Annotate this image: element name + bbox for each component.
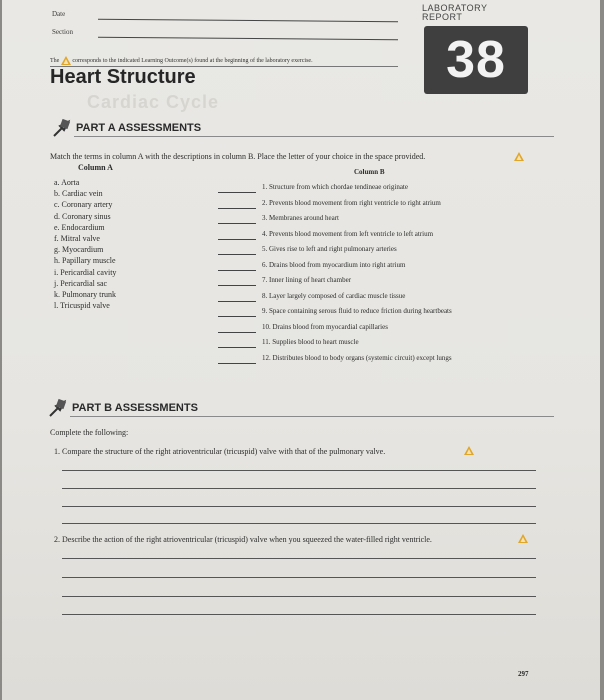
- answer-blank[interactable]: [218, 192, 256, 193]
- column-a-item: c. Coronary artery: [54, 200, 113, 210]
- answer-blank[interactable]: [218, 332, 256, 333]
- section-label: Section: [52, 28, 73, 36]
- column-a-item: i. Pericardial cavity: [54, 267, 117, 277]
- answer-blank[interactable]: [218, 347, 256, 348]
- column-b-item: 5. Gives rise to left and right pulmonary arteries: [262, 245, 397, 253]
- question-2: 2. Describe the action of the right atrioventricular (tricuspid) valve when you squeezed the water-filled right ventricle.: [54, 535, 432, 544]
- column-b-item: 2. Prevents blood movement from right ventricle to right atrium: [262, 198, 441, 207]
- warning-triangle-icon: [61, 56, 71, 65]
- column-b-item: 9. Space containing serous fluid to reduce friction during heartbeats: [262, 307, 452, 315]
- answer-blank[interactable]: [218, 254, 256, 255]
- lab-number-badge: 38: [424, 26, 528, 94]
- answer-line-q2-2[interactable]: [62, 577, 536, 578]
- answer-line-q1-3[interactable]: [62, 506, 536, 507]
- answer-blank[interactable]: [218, 301, 256, 302]
- date-label: Date: [52, 10, 66, 18]
- column-a-item: j. Pericardial sac: [54, 278, 108, 288]
- part-b-instructions: Complete the following:: [50, 428, 129, 437]
- answer-line-q1-2[interactable]: [62, 488, 536, 489]
- column-a-item: d. Coronary sinus: [54, 211, 111, 221]
- column-a-item: g. Myocardium: [54, 245, 104, 255]
- column-b-item: 8. Layer largely composed of cardiac muscle tissue: [262, 291, 406, 300]
- note-suffix: corresponds to the indicated Learning Outcome(s) found at the beginning of the laboratory exercise.: [72, 57, 313, 64]
- part-a-instructions: Match the terms in column A with the descriptions in column B. Place the letter of your choice in the space provided.: [50, 152, 426, 161]
- answer-blank[interactable]: [218, 363, 256, 364]
- puzzle-arrow-icon: [48, 398, 68, 418]
- warning-triangle-icon: [464, 446, 474, 455]
- learning-outcome-note: [50, 56, 313, 65]
- answer-blank[interactable]: [218, 285, 256, 286]
- column-b-item: 3. Membranes around heart: [262, 214, 339, 222]
- page-number: 297: [518, 670, 529, 678]
- answer-blank[interactable]: [218, 208, 256, 209]
- part-a-heading: PART A ASSESSMENTS: [76, 122, 202, 134]
- column-b-item: 12. Distributes blood to body organs (systemic circuit) except lungs: [262, 353, 452, 362]
- date-line[interactable]: [98, 19, 398, 23]
- answer-line-q2-3[interactable]: [62, 596, 536, 597]
- answer-blank[interactable]: [218, 239, 256, 240]
- column-b-header: Column B: [354, 168, 385, 176]
- part-a-rule: [74, 136, 554, 137]
- section-line[interactable]: [98, 37, 398, 41]
- column-a-item: f. Mitral valve: [54, 234, 100, 243]
- column-b-item: 10. Drains blood from myocardial capillaries: [262, 322, 388, 331]
- ghost-title: Cardiac Cycle: [87, 92, 220, 112]
- question-1: 1. Compare the structure of the right atrioventricular (tricuspid) valve with that of the pulmonary valve.: [54, 447, 386, 456]
- column-a-item: k. Pulmonary trunk: [54, 290, 116, 299]
- puzzle-arrow-icon: [52, 118, 72, 138]
- answer-line-q2-1[interactable]: [62, 558, 536, 559]
- answer-line-q1-1[interactable]: [62, 470, 536, 471]
- column-a-item: e. Endocardium: [54, 222, 105, 232]
- column-a-item: a. Aorta: [54, 178, 80, 187]
- note-prefix: The: [50, 57, 60, 64]
- answer-line-q1-4[interactable]: [62, 523, 536, 524]
- part-b-rule: [70, 416, 554, 417]
- column-b-item: 4. Prevents blood movement from left ventricle to left atrium: [262, 229, 434, 238]
- column-a-item: h. Papillary muscle: [54, 256, 116, 266]
- lab-report-line1: LABORATORY: [422, 3, 488, 13]
- column-b-item: 7. Inner lining of heart chamber: [262, 276, 352, 284]
- lab-report-label: [422, 4, 488, 22]
- warning-triangle-icon: [518, 534, 528, 543]
- warning-triangle-icon: [514, 152, 524, 161]
- column-b-item: 11. Supplies blood to heart muscle: [262, 338, 359, 346]
- page-title: Heart Structure: [50, 66, 196, 88]
- lab-report-line2: REPORT: [422, 12, 463, 22]
- column-b-item: 6. Drains blood from myocardium into right atrium: [262, 260, 406, 269]
- answer-blank[interactable]: [218, 223, 256, 224]
- column-a-item: b. Cardiac vein: [54, 189, 103, 199]
- answer-blank[interactable]: [218, 270, 256, 271]
- part-b-heading: PART B ASSESSMENTS: [72, 402, 198, 414]
- answer-blank[interactable]: [218, 316, 256, 317]
- answer-line-q2-4[interactable]: [62, 614, 536, 615]
- column-a-header: Column A: [78, 163, 113, 172]
- column-a-item: l. Tricuspid valve: [54, 301, 110, 311]
- worksheet-page: [2, 0, 600, 700]
- column-b-item: 1. Structure from which chordae tendineae originate: [262, 183, 408, 191]
